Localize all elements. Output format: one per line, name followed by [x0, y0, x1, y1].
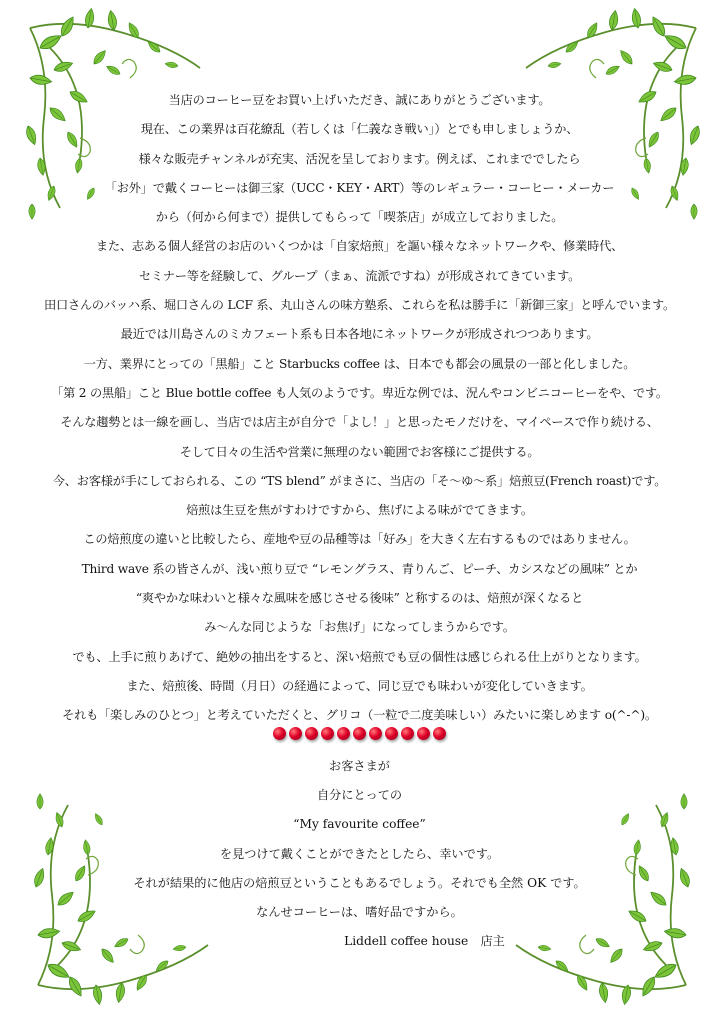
body-line: それも「楽しみのひとつ」と考えていただくと、グリコ（一粒で二度美味しい）みたいに楽しめます o(^-^)。	[62, 708, 657, 723]
closing-line: お客さまが	[329, 759, 390, 773]
divider-dot	[305, 727, 318, 740]
closing-line: なんせコーヒーは、嗜好品ですから。	[256, 904, 463, 919]
divider-dot	[273, 727, 286, 740]
signature: Liddell coffee house 店主	[344, 934, 505, 949]
body-line: 焙煎は生豆を焦がすわけですから、焦げによる味がでてきます。	[186, 503, 533, 518]
closing-message	[0, 752, 719, 956]
body-line: から（何から何まで）提供してもらって「喫茶店」が成立しておりました。	[155, 210, 564, 225]
divider-dot	[385, 727, 398, 740]
body-line: 当店のコーヒー豆をお買い上げいただき、誠にありがとうございます。	[168, 93, 551, 107]
dot-divider	[0, 727, 719, 743]
body-line: この焙煎度の違いと比較したら、産地や豆の品種等は「好み」を大きく左右するものではありません。	[83, 532, 636, 547]
divider-dot	[353, 727, 366, 740]
body-line: 最近では川島さんのミカフェート系も日本各地にネットワークが形成されつつあります。	[120, 327, 599, 342]
divider-dot	[433, 727, 446, 740]
body-line: 様々な販売チャンネルが充実、活況を呈しております。例えば、これまででしたら	[138, 151, 581, 166]
body-line: セミナー等を経験して、グループ（まぁ、流派ですね）が形成されてきています。	[138, 268, 581, 283]
body-line: 「第 2 の黒船」こと Blue bottle coffee も人気のようです。卑近な例では、況んやコンビニコーヒーをや、です。	[51, 385, 668, 400]
body-line: み～んな同じような「お焦げ」になってしまうからです。	[204, 620, 515, 635]
body-line: Third wave 系の皆さんが、浅い煎り豆で “レモングラス、青りんご、ピーチ、カシスなどの風味” とか	[81, 561, 638, 576]
body-line: そして日々の生活や営業に無理のない範囲でお客様にご提供する。	[179, 444, 540, 459]
body-line: また、志ある個人経営のお店のいくつかは「自家焙煎」を謳い様々なネットワークや、修業時代、	[95, 239, 624, 254]
body-line: また、焙煎後、時間（月日）の経過によって、同じ豆でも味わいが変化していきます。	[126, 678, 593, 693]
closing-line: “My favourite coffee”	[293, 817, 426, 832]
body-line: 一方、業界にとっての「黒船」こと Starbucks coffee は、日本でも都会の風景の一部と化しました。	[83, 356, 636, 371]
divider-dot	[321, 727, 334, 740]
divider-dot	[417, 727, 430, 740]
closing-line: それが結果的に他店の焙煎豆ということもあるでしょう。それでも全然 OK です。	[133, 875, 586, 890]
body-line: 「お外」で戴くコーヒーは御三家（UCC・KEY・ART）等のレギュラー・コーヒー・メーカー	[104, 180, 615, 195]
body-line: 今、お客様が手にしておられる、この “TS blend” がまさに、当店の「そ～ゆ～系」焙煎豆(French roast)です。	[52, 473, 667, 488]
letter-body	[0, 86, 719, 731]
body-line: “爽やかな味わいと様々な風味を感じさせる後味” と称するのは、焙煎が深くなると	[135, 591, 584, 606]
body-line: でも、上手に煎りあげて、絶妙の抽出をすると、深い焙煎でも豆の個性は感じられる仕上がりとなります。	[72, 649, 647, 664]
divider-dot	[289, 727, 302, 740]
closing-line: を見つけて戴くことができたとしたら、幸いです。	[219, 846, 500, 861]
closing-line: 自分にとっての	[316, 788, 403, 803]
body-line: 現在、この業界は百花繚乱（若しくは「仁義なき戦い」）とでも申しましょうか、	[140, 122, 579, 137]
divider-dot	[337, 727, 350, 740]
body-line: そんな趨勢とは一線を画し、当店では店主が自分で「よし！」と思ったモノだけを、マイペースで作り続ける、	[60, 415, 659, 430]
divider-dot	[369, 727, 382, 740]
divider-dot	[401, 727, 414, 740]
body-line: 田口さんのバッハ系、堀口さんの LCF 系、丸山さんの味方塾系、これらを私は勝手に「新御三家」と呼んでいます。	[43, 298, 676, 313]
